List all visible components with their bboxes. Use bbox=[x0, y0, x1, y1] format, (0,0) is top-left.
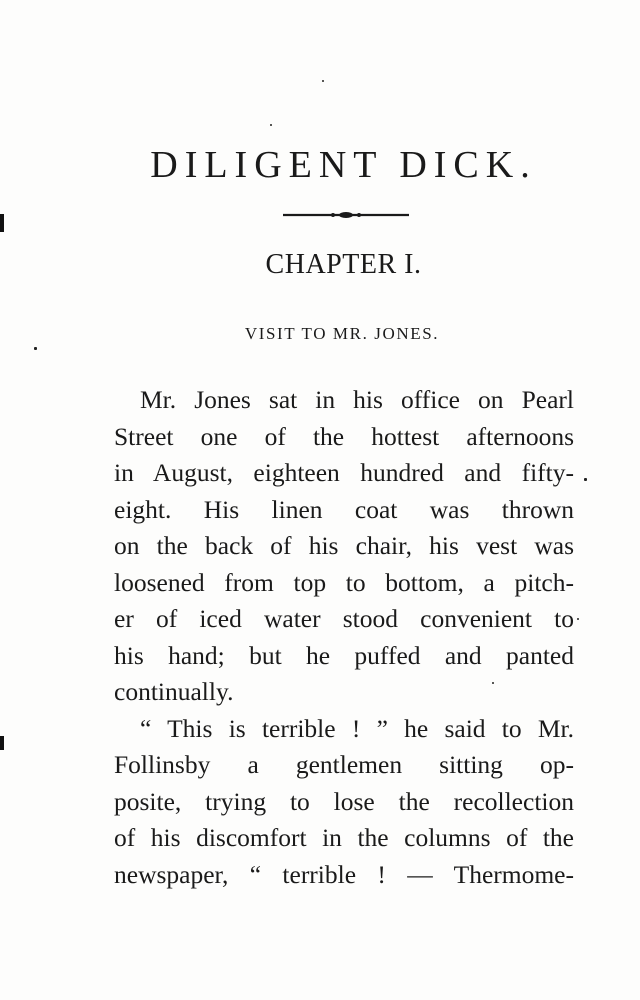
text-line: eight. His linen coat was thrown bbox=[114, 494, 574, 524]
text-line: Follinsby a gentlemen sitting op- bbox=[114, 750, 574, 779]
scan-speck bbox=[322, 80, 324, 82]
book-title: DILIGENT DICK. bbox=[150, 144, 537, 186]
text-line: er of iced water stood convenient to bbox=[114, 604, 574, 633]
text-line: loosened from top to bottom, a pitch- bbox=[114, 567, 574, 597]
scan-speck bbox=[34, 347, 37, 350]
body-text bbox=[114, 382, 574, 893]
text-line: of his discomfort in the columns of the bbox=[114, 823, 574, 852]
scan-speck bbox=[577, 618, 579, 620]
scan-speck bbox=[584, 478, 587, 481]
scan-speck bbox=[492, 682, 494, 684]
text-line: on the back of his chair, his vest was bbox=[114, 531, 574, 560]
text-line: continually. bbox=[114, 677, 234, 706]
scan-speck bbox=[270, 124, 272, 126]
text-line: newspaper, “ terrible ! — Thermome- bbox=[114, 859, 574, 889]
text-line: Mr. Jones sat in his office on Pearl bbox=[140, 385, 574, 414]
paragraph-2 bbox=[114, 711, 574, 894]
text-line: in August, eighteen hundred and fifty- bbox=[114, 458, 574, 487]
paragraph-1 bbox=[114, 382, 574, 711]
title-rule-ornament bbox=[283, 209, 409, 221]
scan-margin-mark bbox=[0, 736, 4, 750]
text-line: Street one of the hottest afternoons bbox=[114, 421, 574, 451]
text-line: “ This is terrible ! ” he said to Mr. bbox=[140, 713, 574, 743]
scan-margin-mark bbox=[0, 214, 4, 232]
text-line: posite, trying to lose the recollection bbox=[114, 786, 574, 816]
chapter-heading: CHAPTER I. bbox=[265, 249, 422, 280]
text-line: his hand; but he puffed and panted bbox=[114, 640, 574, 670]
chapter-subtitle: VISIT TO MR. JONES. bbox=[244, 324, 440, 343]
